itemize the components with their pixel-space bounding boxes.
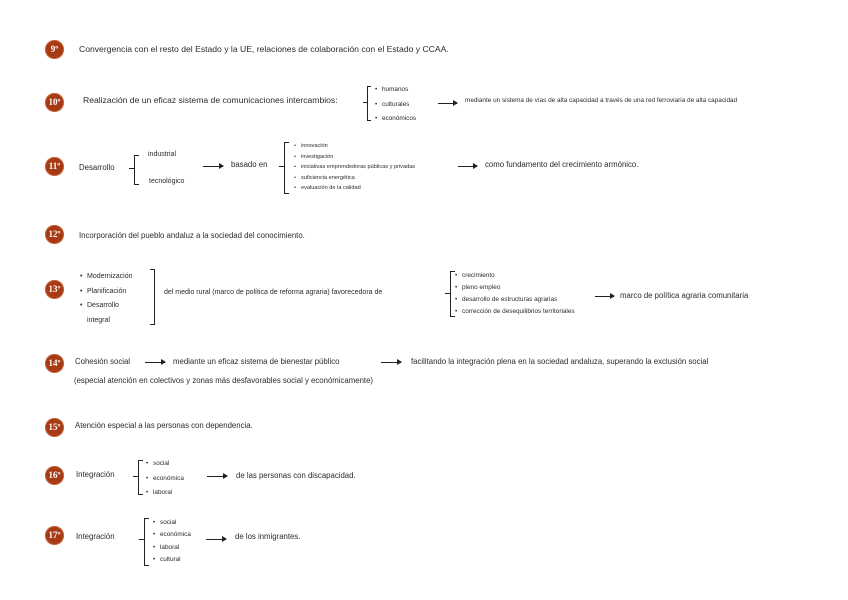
item-13-bullets xyxy=(455,270,575,318)
item-11-based: basado en xyxy=(231,160,268,169)
item-16-bullets xyxy=(146,457,184,501)
bullet-social: • social xyxy=(146,457,184,472)
item-number-badge-11: 11º xyxy=(45,157,64,176)
item-12-text: Incorporación del pueblo andaluz a la sociedad del conocimiento. xyxy=(79,231,305,240)
brace-11b-tip xyxy=(279,166,284,167)
item-10-result: mediante un sistema de vías de alta capacidad a través de una red ferroviaria de alta capacidad xyxy=(465,97,738,104)
item-11-bullets xyxy=(294,141,415,194)
item-14-line2: (especial atención en colectivos y zonas más desfavorables social y económicamente) xyxy=(74,376,374,385)
bullet-laboral: • laboral xyxy=(153,542,191,554)
bullet-cultural: • cultural xyxy=(153,554,191,566)
bullet-iniciativas: • iniciativas emprendedoras públicas y privadas xyxy=(294,162,415,173)
brace-11a xyxy=(134,155,139,185)
brace-17 xyxy=(144,518,149,566)
arrow-11b xyxy=(458,166,477,167)
item-15-text: Atención especial a las personas con dependencia. xyxy=(75,421,253,430)
item-number-badge-16: 16º xyxy=(45,466,64,485)
bullet-economica: • económica xyxy=(153,529,191,541)
bullet-planificacion: • Planificación xyxy=(80,285,152,300)
bullet-humanos: • humanos xyxy=(375,83,416,98)
bullet-crecimiento: • crecimiento xyxy=(455,270,575,282)
bullet-suficiencia: • suficiencia energética xyxy=(294,173,415,184)
brace-17-tip xyxy=(139,539,144,540)
arrow-11a xyxy=(203,166,223,167)
bullet-investigacion: • investigación xyxy=(294,152,415,163)
bullet-modernizacion: • Modernización xyxy=(80,270,152,285)
item-13-middle: del medio rural (marco de política de reforma agraria) favorecedora de xyxy=(164,289,383,296)
brace-10-tip xyxy=(363,102,367,103)
item-14-mid: mediante un eficaz sistema de bienestar público xyxy=(173,357,340,366)
brace-16 xyxy=(138,460,143,495)
bullet-innovacion: • innovación xyxy=(294,141,415,152)
bullet-estructuras-agrarias: • desarrollo de estructuras agrarias xyxy=(455,294,575,306)
item-number-badge-13: 13º xyxy=(45,280,64,299)
item-16-label: Integración xyxy=(76,470,115,479)
item-13-left-bullets xyxy=(80,270,152,328)
item-11-label: Desarrollo xyxy=(79,163,115,172)
item-9-text: Convergencia con el resto del Estado y la UE, relaciones de colaboración con el Estado y CCAA. xyxy=(79,44,449,54)
item-11-branch-tecnologico: tecnológico xyxy=(149,178,185,185)
bullet-desequilibrios: • corrección de desequilibrios territoriales xyxy=(455,306,575,318)
arrow-10 xyxy=(438,103,457,104)
item-14-result: facilitando la integración plena en la sociedad andaluza, superando la exclusión social xyxy=(411,357,709,366)
item-number-badge-9: 9º xyxy=(45,40,64,59)
item-number-badge-14: 14º xyxy=(45,354,64,373)
bullet-pleno-empleo: • pleno empleo xyxy=(455,282,575,294)
brace-13a xyxy=(150,269,155,325)
item-11-result: como fundamento del crecimiento armónico. xyxy=(485,160,639,169)
bullet-economicos: • económicos xyxy=(375,112,416,127)
bullet-economica: • económica xyxy=(146,472,184,487)
arrow-14a xyxy=(145,362,165,363)
item-17-label: Integración xyxy=(76,532,115,541)
bullet-culturales: • culturales xyxy=(375,98,416,113)
item-number-badge-12: 12º xyxy=(45,225,64,244)
bullet-desarrollo-integral: • Desarrollo integral xyxy=(80,299,139,328)
arrow-16 xyxy=(207,476,227,477)
bullet-laboral: • laboral xyxy=(146,486,184,501)
item-10-bullets xyxy=(375,83,416,127)
brace-11b xyxy=(284,142,289,194)
item-number-badge-17: 17º xyxy=(45,526,64,545)
brace-16-tip xyxy=(133,476,138,477)
item-13-result: marco de política agraria comunitaria xyxy=(620,291,749,300)
item-number-badge-15: 15º xyxy=(45,418,64,437)
brace-13b-tip xyxy=(445,293,450,294)
brace-10 xyxy=(367,86,371,121)
item-14-label: Cohesión social xyxy=(75,357,131,366)
item-16-result: de las personas con discapacidad. xyxy=(236,471,356,480)
brace-11a-tip xyxy=(129,168,134,169)
arrow-13 xyxy=(595,296,614,297)
item-17-bullets xyxy=(153,517,191,566)
arrow-14b xyxy=(381,362,401,363)
arrow-17 xyxy=(206,539,226,540)
item-11-branch-industrial: industrial xyxy=(148,151,177,158)
item-10-text: Realización de un eficaz sistema de comunicaciones intercambios: xyxy=(83,95,338,105)
item-number-badge-10: 10º xyxy=(45,93,64,112)
bullet-social: • social xyxy=(153,517,191,529)
bullet-evaluacion: • evaluación de la calidad xyxy=(294,183,415,194)
item-17-result: de los inmigrantes. xyxy=(235,532,301,541)
